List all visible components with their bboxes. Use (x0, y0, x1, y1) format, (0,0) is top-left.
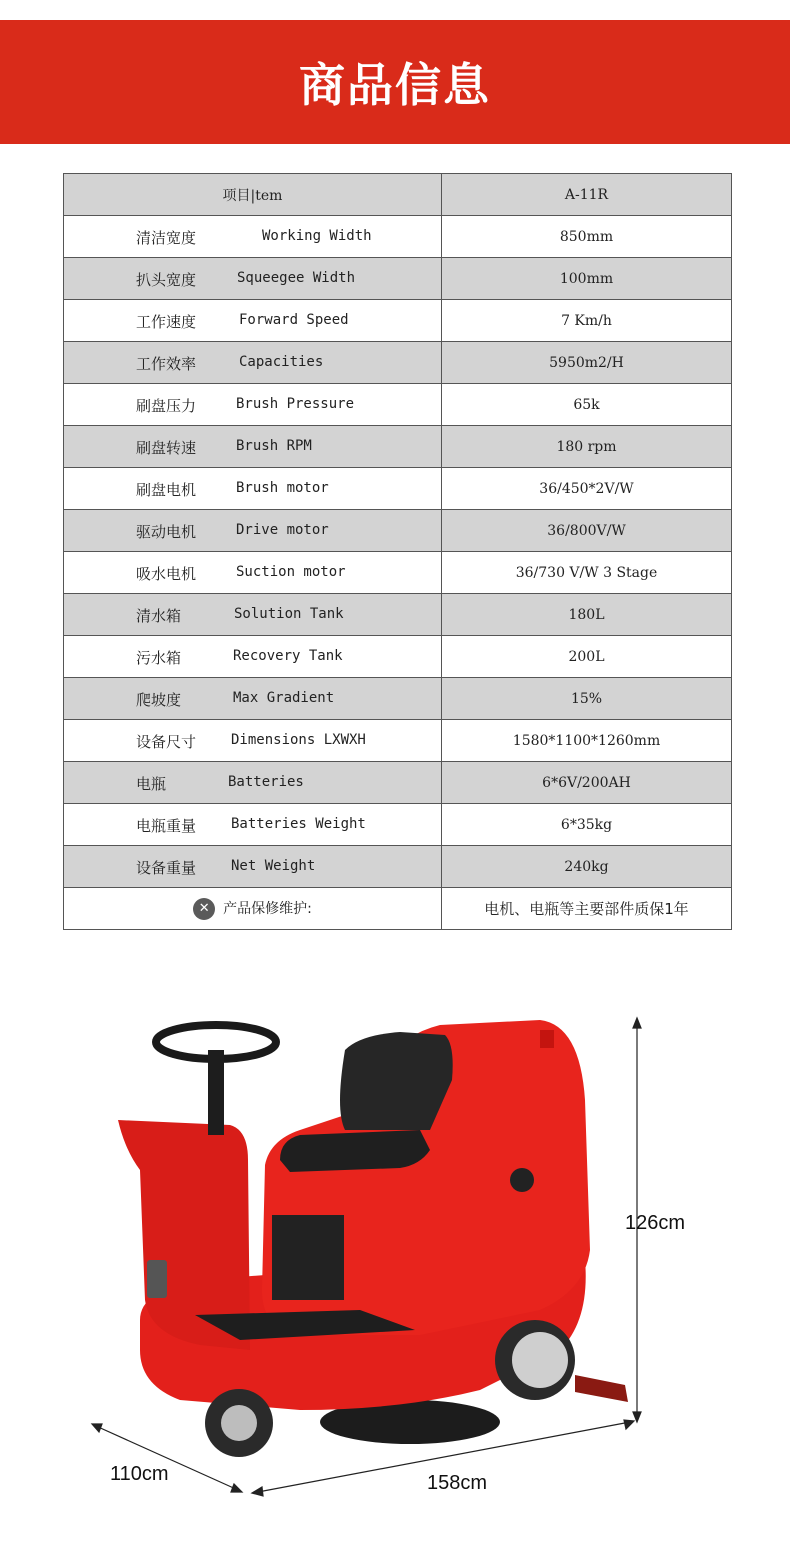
row-value: 1580*1100*1260mm (442, 720, 732, 762)
row-value: 6*6V/200AH (442, 762, 732, 804)
row-value: 180L (442, 594, 732, 636)
table-header-row (64, 174, 732, 216)
row-label-zh: 工作效率 (136, 355, 197, 373)
table-row (64, 300, 732, 342)
table-row (64, 594, 732, 636)
header-model: A-11R (442, 174, 732, 216)
row-label-zh: 扒头宽度 (136, 271, 197, 289)
table-row (64, 426, 732, 468)
row-label-en: Brush motor (236, 480, 329, 496)
row-value: 36/800V/W (442, 510, 732, 552)
dimension-width-label: 110cm (110, 1463, 169, 1485)
table-row (64, 720, 732, 762)
row-label-zh: 设备尺寸 (136, 733, 197, 751)
page-title: 商品信息 (299, 58, 491, 112)
row-label-en: Forward Speed (239, 312, 349, 328)
row-label-zh: 电瓶重量 (136, 817, 197, 835)
row-label-en: Brush RPM (236, 438, 312, 454)
row-label-zh: 污水箱 (136, 649, 182, 667)
table-row (64, 510, 732, 552)
row-label-zh: 驱动电机 (136, 523, 197, 541)
row-label-zh: 吸水电机 (136, 565, 197, 583)
row-value: 850mm (442, 216, 732, 258)
row-label-zh: 刷盘转速 (136, 439, 197, 457)
row-value: 65k (442, 384, 732, 426)
table-row (64, 342, 732, 384)
dimension-length-label: 158cm (427, 1472, 488, 1494)
row-label-en: Brush Pressure (236, 396, 355, 412)
table-row (64, 762, 732, 804)
table-row (64, 552, 732, 594)
row-label-en: Max Gradient (233, 690, 335, 706)
dimension-height-label: 126cm (625, 1212, 686, 1234)
wrench-icon: ✕ (193, 898, 215, 920)
row-label-en: Dimensions LXWXH (231, 732, 366, 748)
spec-table (63, 173, 732, 930)
header-banner (0, 20, 790, 144)
row-label-zh: 清水箱 (136, 607, 182, 625)
row-value: 180 rpm (442, 426, 732, 468)
row-label-zh: 刷盘压力 (136, 397, 197, 415)
table-row (64, 216, 732, 258)
warranty-value: 电机、电瓶等主要部件质保1年 (442, 888, 732, 930)
machine-body (118, 1020, 628, 1457)
row-label-en: Capacities (239, 354, 324, 370)
row-value: 100mm (442, 258, 732, 300)
row-label-en: Batteries (228, 774, 304, 790)
row-label-en: Solution Tank (234, 606, 344, 622)
row-label-en: Net Weight (231, 858, 316, 874)
row-label-zh: 爬坡度 (136, 691, 182, 709)
table-row (64, 636, 732, 678)
row-label-zh: 工作速度 (136, 313, 197, 331)
row-value: 6*35kg (442, 804, 732, 846)
row-label-en: Batteries Weight (231, 816, 366, 832)
row-value: 7 Km/h (442, 300, 732, 342)
row-label-en: Working Width (262, 228, 372, 244)
row-value: 36/730 V/W 3 Stage (442, 552, 732, 594)
table-row (64, 846, 732, 888)
row-label-zh: 设备重量 (136, 859, 197, 877)
table-row (64, 258, 732, 300)
table-row (64, 468, 732, 510)
warranty-row (64, 888, 732, 930)
row-value: 36/450*2V/W (442, 468, 732, 510)
row-value: 240kg (442, 846, 732, 888)
row-label-zh: 电瓶 (136, 775, 167, 793)
table-row (64, 384, 732, 426)
row-label-en: Squeegee Width (237, 270, 356, 286)
row-label-en: Drive motor (236, 522, 329, 538)
row-label-zh: 刷盘电机 (136, 481, 197, 499)
row-label-en: Suction motor (236, 564, 346, 580)
header-item: 项目|tem (64, 174, 442, 216)
row-value: 200L (442, 636, 732, 678)
row-value: 15% (442, 678, 732, 720)
table-row (64, 804, 732, 846)
table-row (64, 678, 732, 720)
row-label-en: Recovery Tank (233, 648, 343, 664)
row-value: 5950m2/H (442, 342, 732, 384)
warranty-label: 产品保修维护: (223, 900, 312, 917)
row-label-zh: 清洁宽度 (136, 229, 197, 247)
